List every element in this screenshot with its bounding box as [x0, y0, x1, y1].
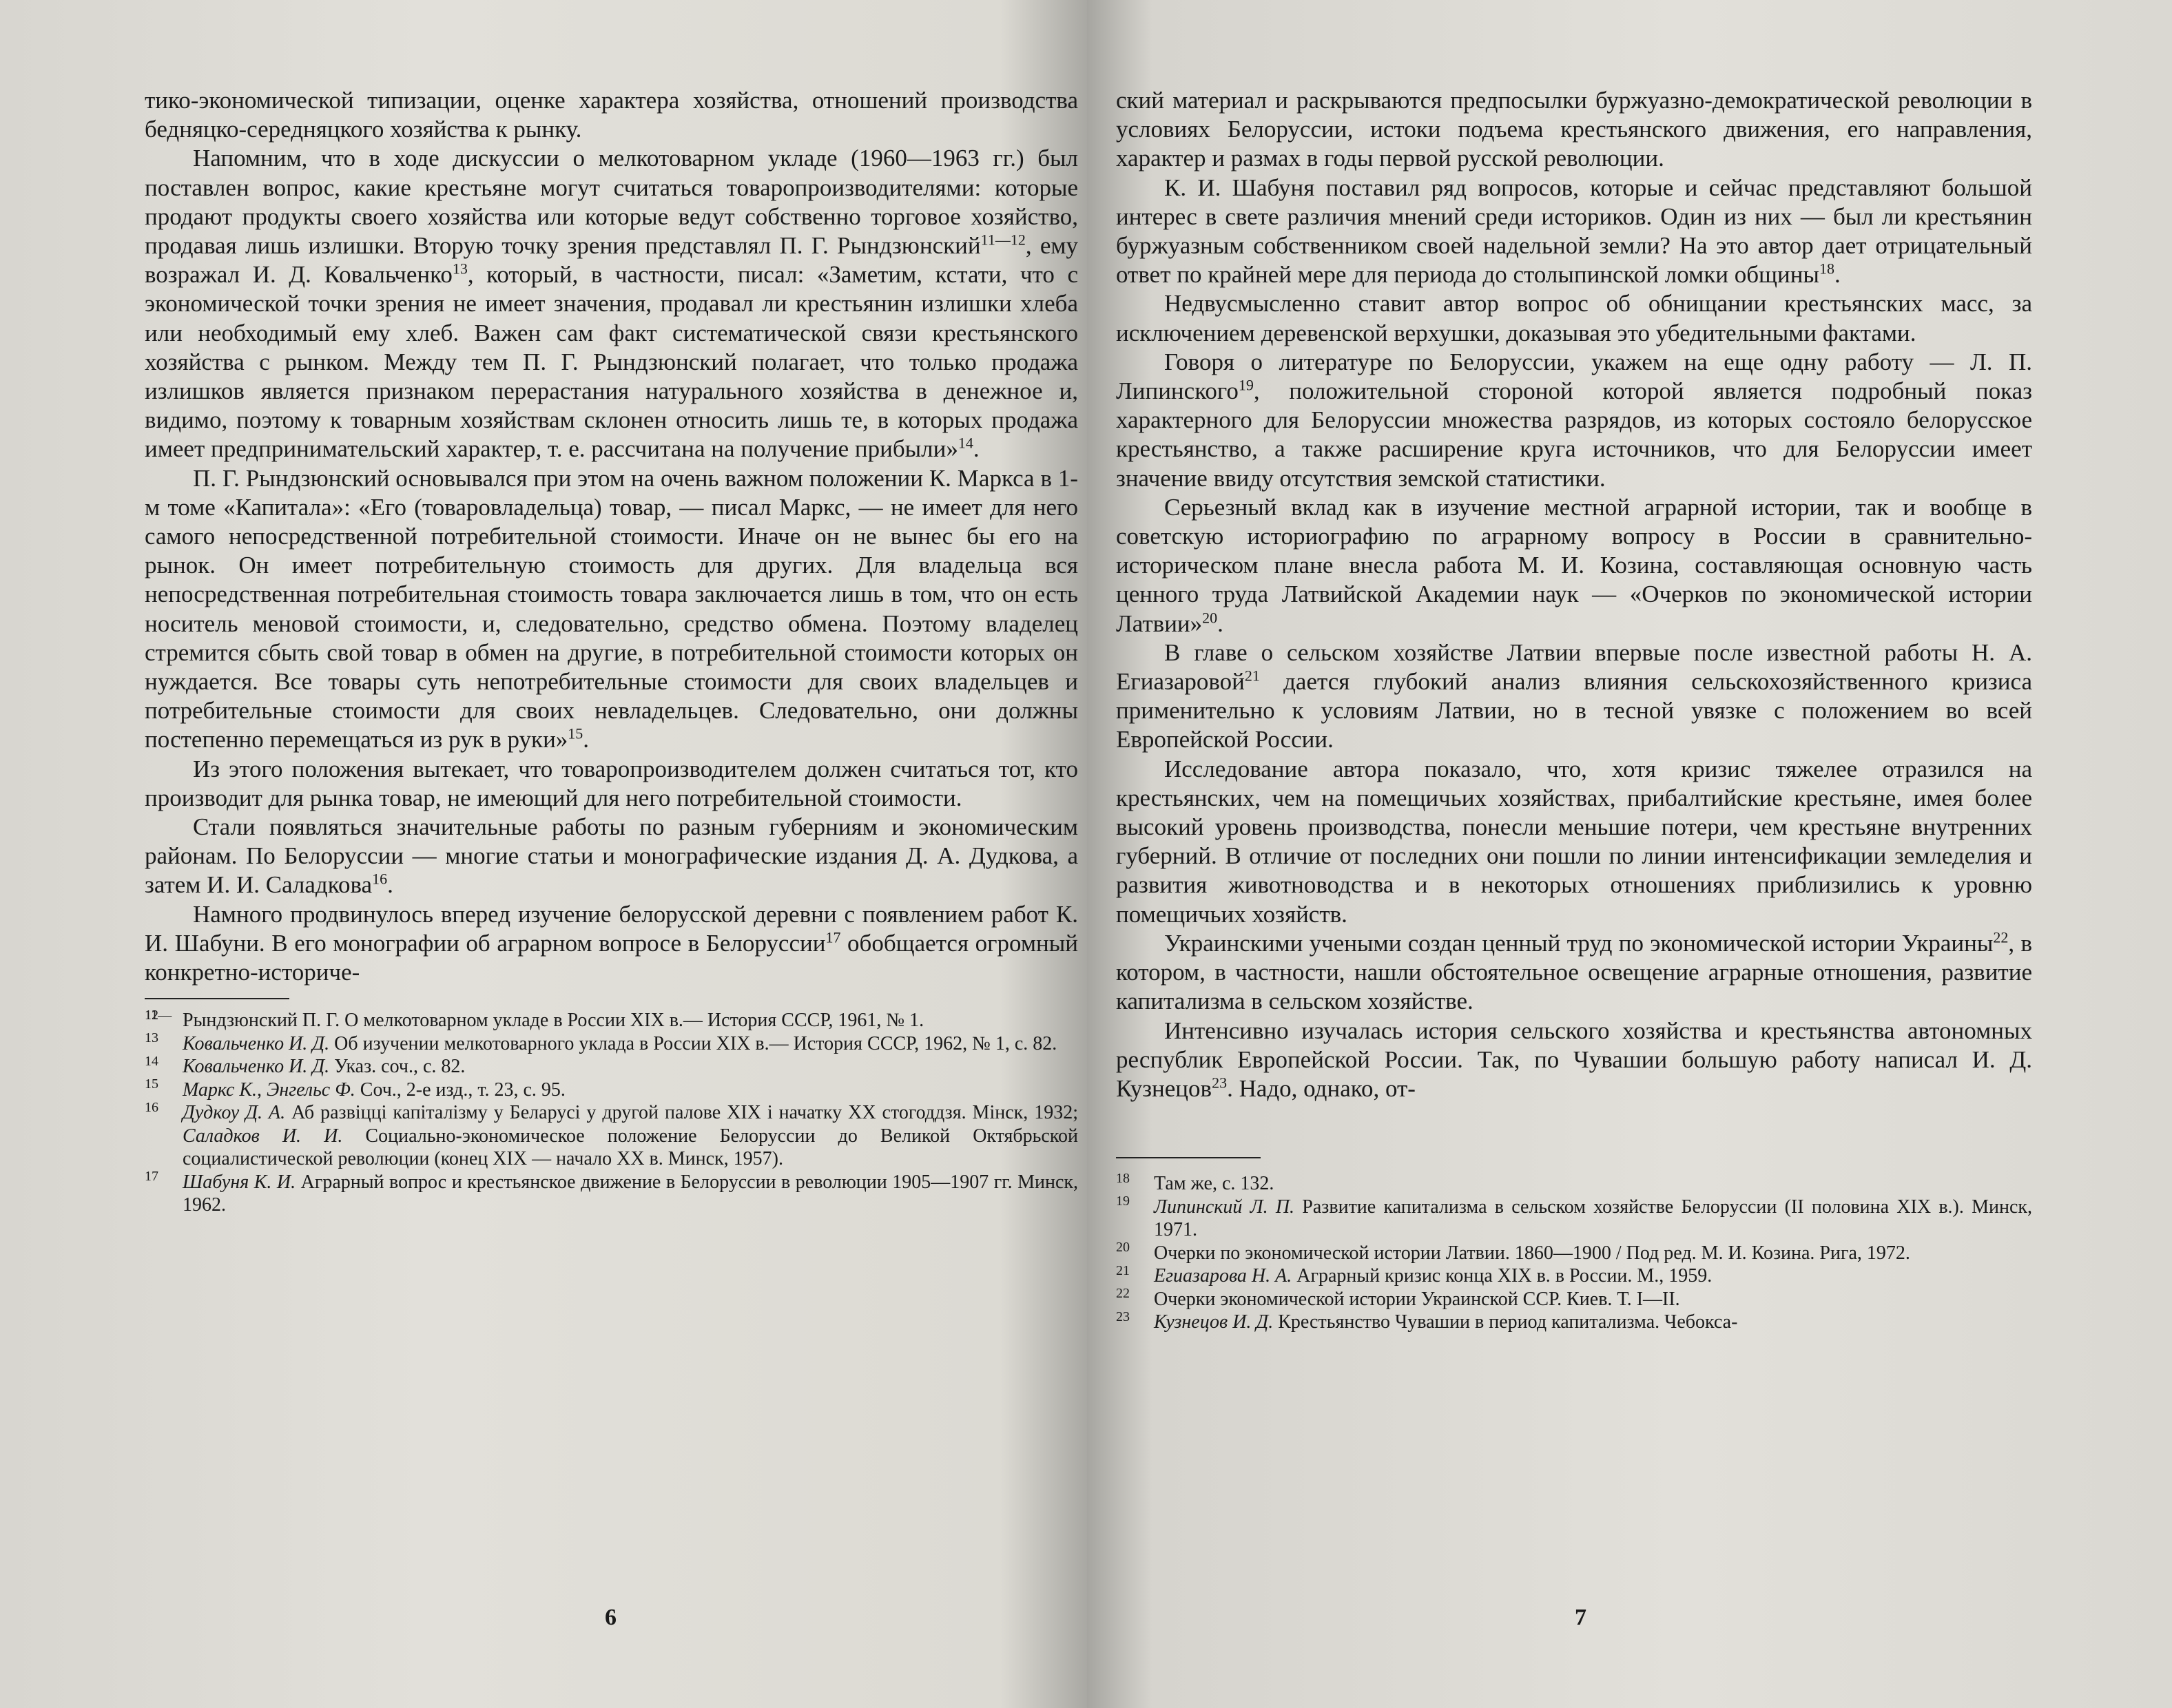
right-page [1087, 0, 2172, 1708]
footnote: 13 Ковальченко И. Д. Об изучении мелкотоварного уклада в России XIX в.— История СССР, 1962, № 1, с. 82. [145, 1030, 1057, 1054]
footnote: 16 Дудкоу Д. А. Аб развіцці капіталізму у Беларусі у другой палове XIX і начатку XX стогоддзя. Мінск, 1932; Саладков И. И. Социально-экономическое положение Белоруссии до Великой Октябрьской социалистической революции (конец XIX — начало XX в. Минск, 1957). [145, 1099, 1079, 1170]
footnote-rule [1116, 1157, 1261, 1158]
paragraph: тико-экономической типизации, оценке характера хозяйства, отношений производства бедняцко-середняцкого хозяйства к рынку. [145, 87, 1078, 143]
footnote-rule [145, 998, 289, 999]
page-number: 7 [1575, 1605, 1586, 1630]
paragraph: ский материал и раскрываются предпосылки буржуазно-демократической революции в условиях Белоруссии, истоки подъема крестьянского движения, его направления, характер и размах в годы первой русской революции. [1116, 87, 2032, 172]
paragraph: П. Г. Рындзюнский основывался при этом на очень важном положении К. Маркса в 1-м томе «Капитала»: «Его (товаровладельца) товар, — писал Маркс, — не имеет для него самого непосредственной потребительной стоимости. Иначе он не вынес бы его на рынок. Он имеет потребительную стоимость для других. Для владельца вся непосредственная потребительная стоимость товара заключается лишь в том, что он есть носитель меновой стоимости, и, следовательно, средство обмена. Поэтому владелец стремится сбыть свой товар в обмен на другие, в потребительной стоимости которых он нуждается. Все товары суть непотребительные стоимости для своих владельцев и потребительные стоимости для своих невладельцев. Следовательно, они должны постепенно перемещаться из рук в руки»$^{15}$. [145, 464, 1078, 753]
footnote-ref: 19 [1238, 376, 1254, 394]
footnote: 19 Липинский Л. П. Развитие капитализма в сельском хозяйстве Белоруссии (II половина XIX в.). Минск, 1971. [1116, 1194, 2033, 1241]
footnote-ref: 17 [825, 928, 841, 946]
footnote-ref: 14 [958, 434, 973, 452]
footnote: 22 Очерки экономической истории Украинской ССР. Киев. Т. I—II. [1116, 1286, 1680, 1310]
paragraph: Напомним, что в ходе дискуссии о мелкотоварном укладе (1960—1963 гг.) был поставлен вопрос, какие крестьяне могут считаться товаропроизводителями: которые продают продукты своего хозяйства или которые ведут собственно торговое хозяйство, продавая лишь излишки. Вторую точку зрения представлял П. Г. Рындзюнский$^{11—12}$, ему возражал И. Д. Ковальченко$^{13}$, который, в частности, писал: «Заметим, кстати, что с экономической точки зрения не имеет значения, продавал ли крестьянин излишки хлеба или необходимый ему хлеб. Важен сам факт систематической связи крестьянского хозяйства с рынком. Между тем П. Г. Рындзюнский полагает, что только продажа излишков является признаком перерастания натурального хозяйства в денежное и, видимо, поэтому к товарным хозяйствам склонен относить лишь те, в которых продажа имеет предпринимательский характер, т. е. рассчитана на получение прибыли»$^{14}$. [145, 145, 1079, 463]
paragraph: Говоря о литературе по Белоруссии, укажем на еще одну работу — Л. П. Липинского$^{19}$, положительной стороной которой является подробный показ характерного для Белоруссии множества разрядов, из которых состояло белорусское крестьянство, а также расширение круга источников, что для Белоруссии имеет значение ввиду отсутствия земской статистики. [1116, 348, 2032, 492]
paragraph: Серьезный вклад как в изучение местной аграрной истории, так и вообще в советскую историографию по аграрному вопросу в России в сравнительно-историческом плане внесла работа М. И. Козина, составляющая основную часть ценного труда Латвийской Академии наук — «Очерков по экономической истории Латвии»$^{20}$. [1116, 493, 2032, 637]
footnote: 18 Там же, с. 132. [1116, 1170, 1274, 1195]
page-number: 6 [605, 1605, 617, 1630]
footnote: 20 Очерки по экономической истории Латвии. 1860—1900 / Под ред. М. И. Козина. Рига, 1972. [1116, 1240, 1910, 1264]
footnote: 21 Егиазарова Н. А. Аграрный кризис конца XIX в. в России. М., 1959. [1116, 1262, 1713, 1287]
right-text-column [1116, 86, 2032, 1334]
footnote-ref: 21 [1244, 667, 1260, 685]
footnote: 11—12 Рындзюнский П. Г. О мелкотоварном укладе в России XIX в.— История СССР, 1961, № 1. [145, 1007, 924, 1032]
footnote-ref: 22 [1993, 928, 2009, 946]
footnote-ref: 15 [568, 725, 583, 742]
footnote-ref: 20 [1202, 609, 1218, 626]
footnote: 14 Ковальченко И. Д. Указ. соч., с. 82. [145, 1053, 466, 1078]
paragraph: Намного продвинулось вперед изучение белорусской деревни с появлением работ К. И. Шабуни. В его монографии об аграрном вопросе в Белоруссии$^{17}$ обобщается огромный конкретно-историче- [145, 900, 1078, 986]
paragraph: Из этого положения вытекает, что товаропроизводителем должен считаться тот, кто производит для рынка товар, не имеющий для него потребительной стоимости. [145, 755, 1078, 811]
paragraph: Недвусмысленно ставит автор вопрос об обнищании крестьянских масс, за исключением деревенской верхушки, доказывая это убедительными фактами. [1116, 290, 2032, 346]
paragraph: К. И. Шабуня поставил ряд вопросов, которые и сейчас представляют большой интерес в свете различия мнений среди историков. Один из них — был ли крестьянин буржуазным собственником своей надельной земли? На это автор дает отрицательный ответ по крайней мере для периода до столыпинской ломки общины$^{18}$. [1116, 174, 2032, 289]
footnote: 23 Кузнецов И. Д. Крестьянство Чувашии в период капитализма. Чебокса- [1116, 1309, 1738, 1333]
paragraph: Интенсивно изучалась история сельского хозяйства и крестьянства автономных республик Европейской России. Так, по Чувашии большую работу написал И. Д. Кузнецов$^{23}$. Надо, однако, от- [1116, 1017, 2032, 1102]
paragraph: В главе о сельском хозяйстве Латвии впервые после известной работы Н. А. Егиазаровой$^{21}$ дается глубокий анализ влияния сельскохозяйственного кризиса применительно к условиям Латвии, но в тесной увязке с положением во всей Европейской России. [1116, 638, 2032, 753]
paragraph: Исследование автора показало, что, хотя кризис тяжелее отразился на крестьянских, чем на помещичьих хозяйствах, прибалтийские крестьяне, имея более высокий уровень производства, понесли меньшие потери, чем крестьяне внутренних губерний. В отличие от последних они пошли по линии интенсификации земледелия и развития животноводства и в некоторых отношениях приблизились к уровню помещичьих хозяйств. [1116, 755, 2032, 928]
footnote-ref: 11—12 [980, 231, 1026, 249]
footnote: 17 Шабуня К. И. Аграрный вопрос и крестьянское движение в Белоруссии в революции 1905—1907 гг. Минск, 1962. [145, 1169, 1078, 1216]
footnote: 15 Маркс К., Энгельс Ф. Соч., 2-е изд., т. 23, с. 95. [145, 1076, 566, 1101]
left-text-column [145, 86, 1078, 1217]
footnote-ref: 18 [1819, 260, 1834, 278]
footnote-ref: 13 [452, 260, 468, 278]
footnote-ref: 23 [1212, 1074, 1228, 1092]
paragraph: Украинскими учеными создан ценный труд по экономической истории Украины$^{22}$, в котором, в частности, нашли обстоятельное освещение аграрные отношения, развитие капитализма в сельском хозяйстве. [1116, 928, 2032, 1015]
footnote-ref: 16 [372, 870, 388, 888]
paragraph: Стали появляться значительные работы по разным губерниям и экономическим районам. По Белоруссии — многие статьи и монографические издания Д. А. Дудкова, а затем И. И. Саладкова$^{16}$. [145, 813, 1078, 899]
